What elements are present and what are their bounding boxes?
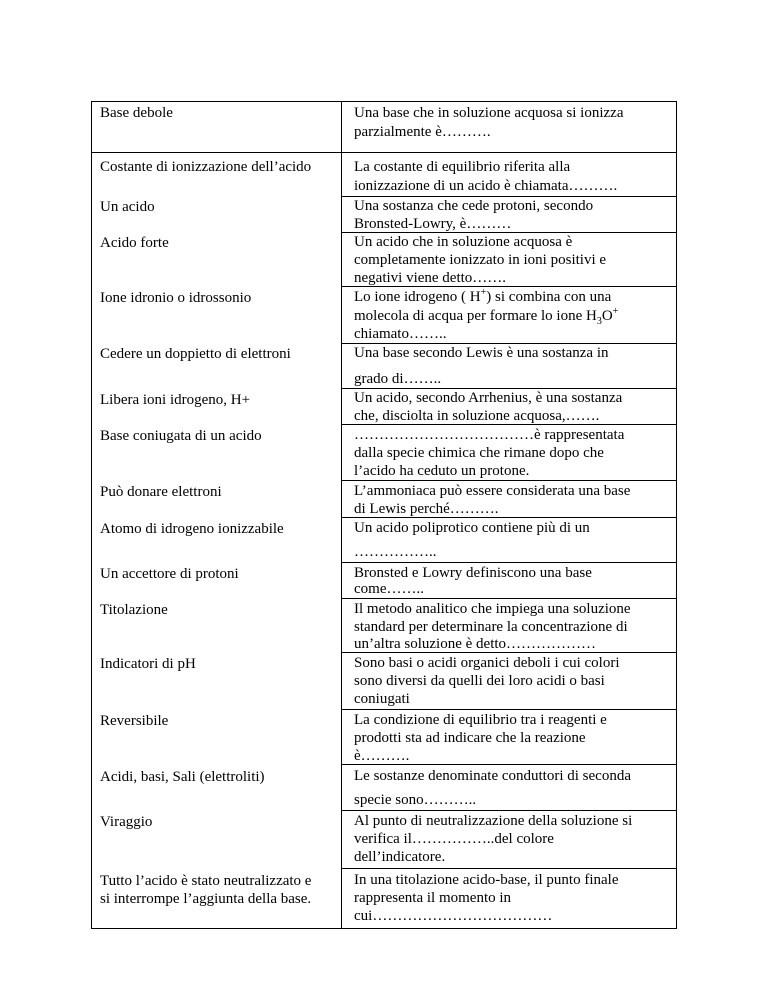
term-cell: Atomo di idrogeno ionizzabile bbox=[100, 521, 284, 537]
definition-line: Lo ione idrogeno ( H+) si combina con una bbox=[354, 287, 612, 305]
definition-line: molecola di acqua per formare lo ione $H_3O^+$ bbox=[354, 306, 619, 327]
term-line: si interrompe l’aggiunta della base. bbox=[100, 891, 312, 907]
definition-line: coniugati bbox=[354, 691, 410, 707]
definition-line: sono diversi da quelli dei loro acidi o basi bbox=[354, 673, 605, 689]
definition-line: Bronsted e Lowry definiscono una base bbox=[354, 565, 592, 581]
term-cell: Ione idronio o idrossonio bbox=[100, 290, 252, 306]
definition-line: prodotti sta ad indicare che la reazione bbox=[354, 730, 586, 746]
definition-line: è………. bbox=[354, 748, 410, 764]
term-cell: Base coniugata di un acido bbox=[100, 428, 262, 444]
definition-line: Un acido, secondo Arrhenius, è una sostanza bbox=[354, 390, 623, 406]
definition-line: Sono basi o acidi organici deboli i cui colori bbox=[354, 655, 620, 671]
definition-line: Un acido poliprotico contiene più di un bbox=[354, 520, 590, 536]
definition-line: Una sostanza che cede protoni, secondo bbox=[354, 198, 594, 214]
definition-line: chiamato…….. bbox=[354, 326, 447, 342]
term-cell: Cedere un doppietto di elettroni bbox=[100, 346, 291, 362]
term-cell: Acido forte bbox=[100, 235, 169, 251]
term-cell: Reversibile bbox=[100, 713, 169, 729]
definition-line: Bronsted-Lowry, è……… bbox=[354, 216, 512, 232]
definition-line: verifica il……………..del colore bbox=[354, 831, 554, 847]
definition-line: che, disciolta in soluzione acquosa,……. bbox=[354, 408, 600, 424]
term-cell: Viraggio bbox=[100, 814, 153, 830]
term-cell: Indicatori di pH bbox=[100, 656, 196, 672]
definition-line: l’acido ha ceduto un protone. bbox=[354, 463, 530, 479]
definition-line: dalla specie chimica che rimane dopo che bbox=[354, 445, 604, 461]
definition-line: ionizzazione di un acido è chiamata………. bbox=[354, 178, 618, 194]
term-cell: Libera ioni idrogeno, H+ bbox=[100, 392, 251, 408]
definition-line: specie sono……….. bbox=[354, 792, 477, 808]
definition-line: di Lewis perché………. bbox=[354, 501, 499, 517]
definition-line: dell’indicatore. bbox=[354, 849, 446, 865]
definition-line: In una titolazione acido-base, il punto finale bbox=[354, 872, 619, 888]
definition-line: Un acido che in soluzione acquosa è bbox=[354, 234, 573, 250]
definition-line: ………………………………è rappresentata bbox=[354, 427, 625, 443]
definition-line: grado di…….. bbox=[354, 371, 442, 387]
definition-line: cui……………………………… bbox=[354, 908, 553, 924]
definition-line: Una base che in soluzione acquosa si ionizza bbox=[354, 105, 624, 121]
definition-line: La costante di equilibrio riferita alla bbox=[354, 159, 571, 175]
term-cell: Un acido bbox=[100, 199, 155, 215]
definition-line: Le sostanze denominate conduttori di seconda bbox=[354, 768, 631, 784]
definition-line: …………….. bbox=[354, 544, 437, 560]
definition-line: standard per determinare la concentrazione di bbox=[354, 619, 628, 635]
definition-line: un’altra soluzione è detto……………… bbox=[354, 636, 597, 652]
definition-line: La condizione di equilibrio tra i reagenti e bbox=[354, 712, 607, 728]
term-cell: Titolazione bbox=[100, 602, 168, 618]
term-cell: Acidi, basi, Sali (elettroliti) bbox=[100, 769, 265, 785]
definition-line: rappresenta il momento in bbox=[354, 890, 512, 906]
definition-line: come…….. bbox=[354, 581, 424, 597]
term-cell: Base debole bbox=[100, 105, 173, 121]
definition-line: Al punto di neutralizzazione della soluzione si bbox=[354, 813, 633, 829]
definition-line: completamente ionizzato in ioni positivi e bbox=[354, 252, 607, 268]
term-cell: Un accettore di protoni bbox=[100, 566, 239, 582]
definition-line: parzialmente è………. bbox=[354, 124, 491, 140]
term-line: Tutto l’acido è stato neutralizzato e bbox=[100, 873, 312, 889]
definition-line: negativi viene detto……. bbox=[354, 270, 507, 286]
term-cell: Può donare elettroni bbox=[100, 484, 222, 500]
definition-line: Il metodo analitico che impiega una soluzione bbox=[354, 601, 631, 617]
definition-line: L’ammoniaca può essere considerata una base bbox=[354, 483, 631, 499]
term-cell: Costante di ionizzazione dell’acido bbox=[100, 159, 312, 175]
definition-line: Una base secondo Lewis è una sostanza in bbox=[354, 345, 609, 361]
